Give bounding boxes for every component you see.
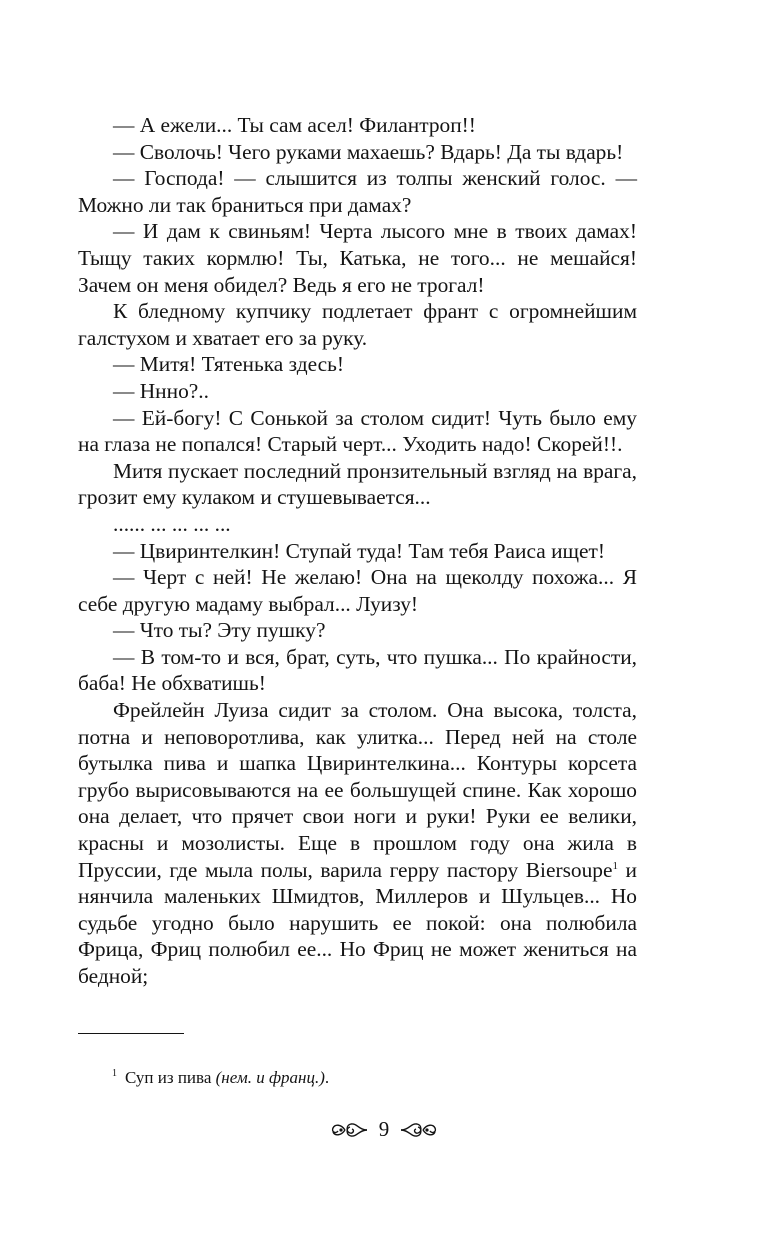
footnote <box>112 1068 329 1088</box>
footnote-marker[interactable]: 1 <box>612 859 618 872</box>
paragraph: — Черт с ней! Не желаю! Она на щеколду похожа... Я себе другую мадаму выбрал... Луизу! <box>78 565 637 616</box>
footnote-end: . <box>324 1068 330 1087</box>
ellipsis-line: ...... ... ... ... ... <box>113 511 231 536</box>
paragraph: — В том-то и вся, брат, суть, что пушка... По крайности, баба! Не обхватишь! <box>78 644 637 696</box>
paragraph: — Ей-богу! С Сонькой за столом сидит! Чуть было ему на глаза не попался! Старый черт... Уходить надо! Скорей!!. <box>78 405 637 457</box>
page-number: 9 <box>378 1117 390 1141</box>
paragraph: — Сволочь! Чего руками махаешь? Вдарь! Да ты вдарь! <box>113 139 624 164</box>
paragraph: Митя пускает последний пронзительный взгляд на врага, грозит ему кулаком и стушевывается... <box>78 458 637 510</box>
paragraph: К бледному купчику подлетает франт с огромнейшим галстухом и хватает его за руку. <box>78 299 637 350</box>
paragraph: — Ннно?.. <box>113 378 209 403</box>
paragraph: — Господа! — слышится из толпы женский голос. — Можно ли так браниться при дамах? <box>78 166 637 217</box>
paragraph: — А ежели... Ты сам асел! Филантроп!! <box>113 113 476 137</box>
right-ornament-icon <box>399 1118 439 1142</box>
page-footer <box>0 1117 768 1142</box>
paragraph <box>78 697 637 990</box>
left-ornament-icon <box>329 1118 369 1142</box>
paragraph: — И дам к свиньям! Черта лысого мне в твоих дамах! Тыщу таких кормлю! Ты, Катька, не того... не мешайся! Зачем он меня обидел? Ведь я его не трогал! <box>78 219 637 297</box>
footnote-italic: (нем. и франц.) <box>215 1068 325 1087</box>
paragraph: — Митя! Тятенька здесь! <box>113 352 344 377</box>
paragraph-text: и нянчила маленьких Шмидтов, Миллеров и Шульцев... Но судьбе угодно было нарушить ее покой: она полюбила Фрица, Фриц полюбил ее... Но Фриц не может жениться на бедной; <box>78 857 637 988</box>
body-text <box>78 112 637 990</box>
footnote-number: 1 <box>112 1068 117 1080</box>
footnote-divider <box>78 1033 184 1034</box>
footnote-text: Суп из пива <box>125 1068 216 1087</box>
paragraph: — Цвиринтелкин! Ступай туда! Там тебя Раиса ищет! <box>113 538 605 563</box>
paragraph: — Что ты? Эту пушку? <box>113 618 326 643</box>
paragraph-text: Фрейлейн Луиза сидит за столом. Она высока, толста, потна и неповоротлива, как улитка... Перед ней на столе бутылка пива и шапка Цвиринтелкина... Контуры корсета грубо вырисовываются на ее большущей спине. Как хорошо она делает, что прячет свои ноги и руки! Руки ее велики, красны и мозолисты. Еще в прошлом году она жила в Пруссии, где мыла полы, варила герру пастору Biersoupe <box>78 698 637 882</box>
